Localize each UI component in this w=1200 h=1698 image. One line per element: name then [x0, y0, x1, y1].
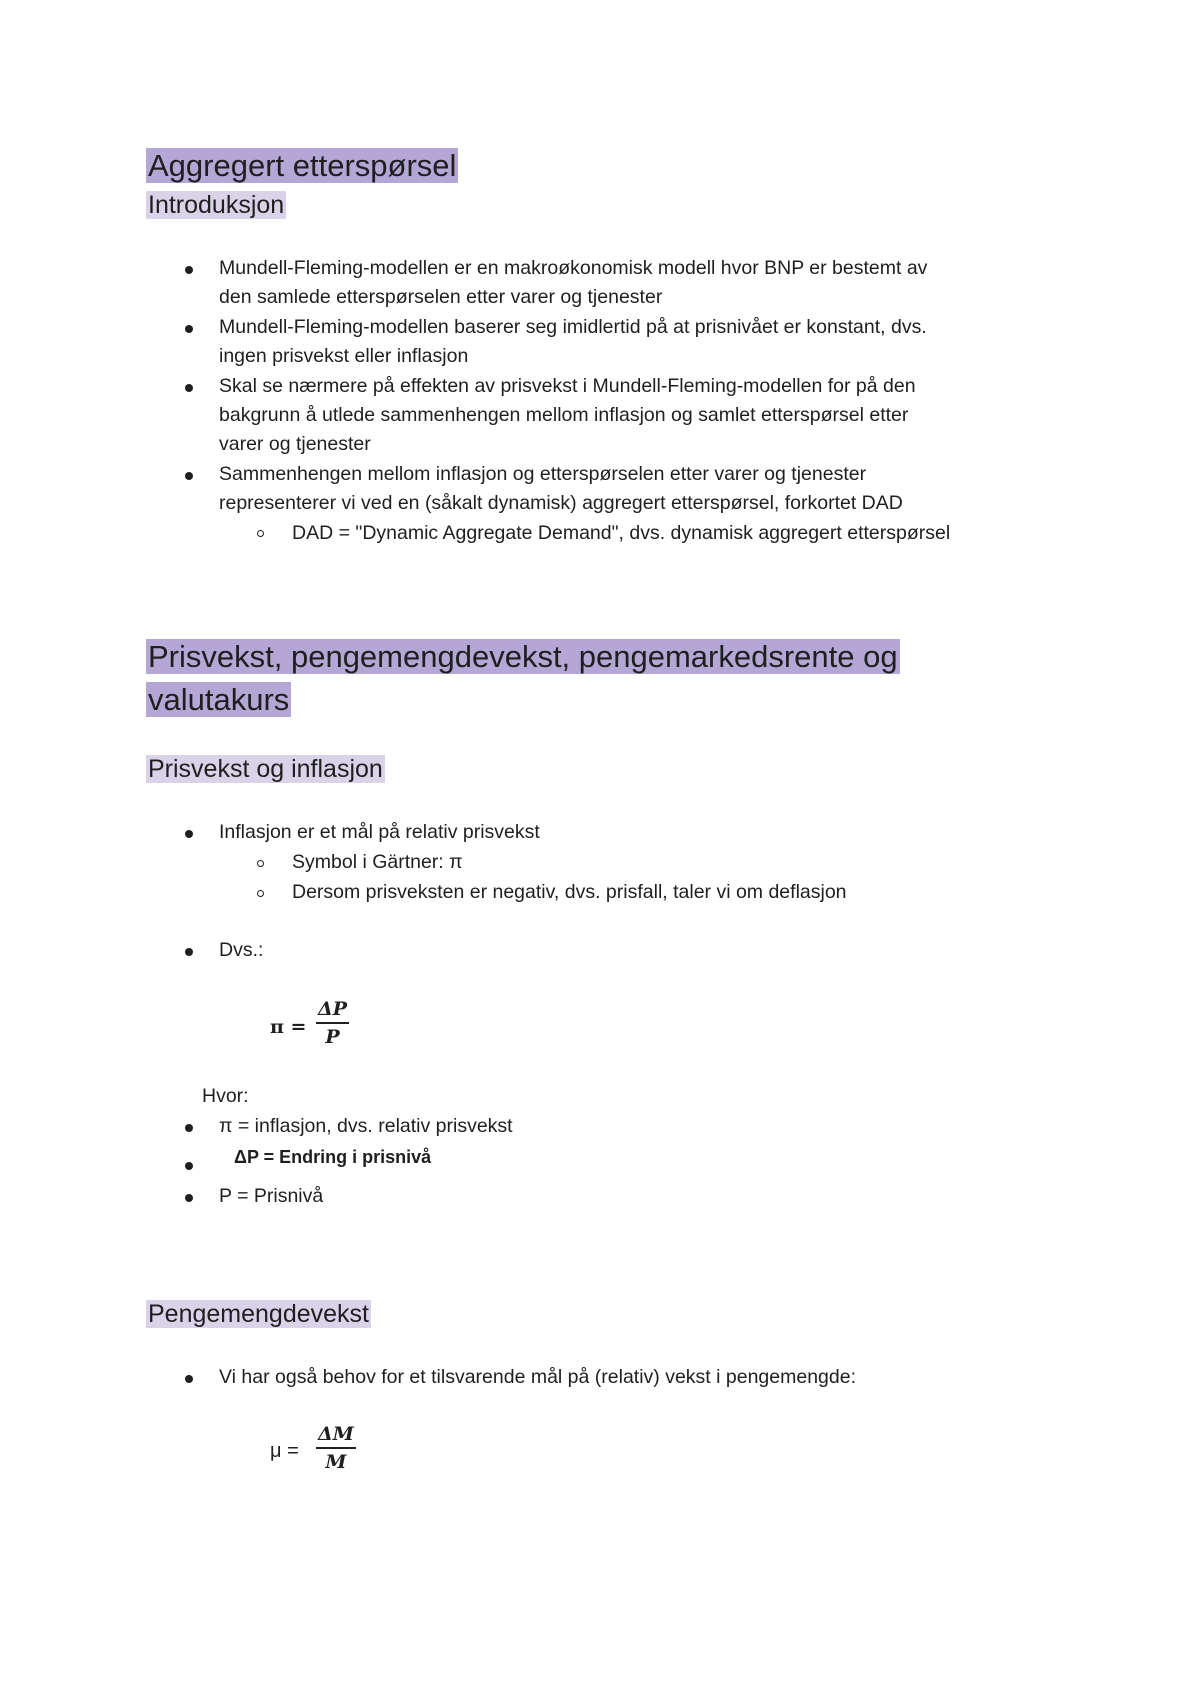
- formula-denominator: P: [325, 1026, 340, 1048]
- list-item-line: Sammenhengen mellom inflasjon og etterspørselen etter varer og tjenester: [219, 463, 867, 485]
- formula-lhs: π =: [270, 1016, 307, 1038]
- list-item: P = Prisnivå: [219, 1185, 324, 1207]
- list-item-delta-p: ΔP = Endring i prisnivå: [234, 1147, 432, 1167]
- list-item-line: bakgrunn å utlede sammenhengen mellom inflasjon og samlet etterspørsel etter: [219, 404, 909, 426]
- heading-text: Prisvekst, pengemengdevekst, pengemarkedsrente og: [148, 639, 898, 674]
- subheading-introduksjon: [146, 188, 286, 222]
- heading-prisvekst-pengemengdevekst: [146, 636, 900, 677]
- formula-fraction: [316, 1423, 356, 1473]
- heading-prisvekst-pengemengdevekst-line2: [146, 679, 291, 720]
- bullet-dot: [185, 1162, 193, 1170]
- sub-bullet-circle: [257, 890, 264, 897]
- list-item-line: representerer vi ved en (såkalt dynamisk) aggregert etterspørsel, forkortet DAD: [219, 492, 903, 514]
- hvor-label: Hvor:: [202, 1085, 249, 1107]
- bullet-dot: [185, 1194, 193, 1202]
- bullet-dot: [185, 325, 193, 333]
- subheading-text: Pengemengdevekst: [148, 1300, 369, 1328]
- heading-text: valutakurs: [148, 682, 290, 717]
- heading-text: Aggregert etterspørsel: [148, 148, 457, 183]
- list-item: [219, 254, 927, 312]
- list-item-line: varer og tjenester: [219, 433, 371, 455]
- bullet-dot: [185, 948, 193, 956]
- sub-list-item: Dersom prisveksten er negativ, dvs. prisfall, taler vi om deflasjon: [292, 881, 847, 903]
- sub-bullet-circle: [257, 530, 264, 537]
- formula-numerator: ΔM: [318, 1423, 354, 1445]
- bullet-dot: [185, 1375, 193, 1383]
- formula-denominator: M: [325, 1451, 347, 1473]
- list-item: Inflasjon er et mål på relativ prisvekst: [219, 821, 540, 843]
- formula-fraction: [316, 998, 349, 1048]
- list-item: Dvs.:: [219, 939, 264, 961]
- sub-bullet-circle: [257, 860, 264, 867]
- list-item: [219, 313, 927, 371]
- list-item: [219, 372, 916, 459]
- bullet-dot: [185, 472, 193, 480]
- sub-list-item: DAD = "Dynamic Aggregate Demand", dvs. dynamisk aggregert etterspørsel: [292, 522, 951, 544]
- bullet-dot: [185, 266, 193, 274]
- subheading-prisvekst-og-inflasjon: [146, 752, 385, 786]
- heading-aggregert-ettersporsel: [146, 145, 458, 186]
- list-item: Vi har også behov for et tilsvarende mål på (relativ) vekst i pengemengde:: [219, 1366, 856, 1388]
- list-item: π = inflasjon, dvs. relativ prisvekst: [219, 1115, 513, 1137]
- bullet-dot: [185, 1124, 193, 1132]
- list-item-line: ingen prisvekst eller inflasjon: [219, 345, 469, 367]
- subheading-pengemengdevekst: [146, 1297, 371, 1331]
- list-item-line: Mundell-Fleming-modellen baserer seg imidlertid på at prisnivået er konstant, dvs.: [219, 316, 927, 338]
- sub-list-item: Symbol i Gärtner: π: [292, 851, 463, 873]
- list-item-line: Mundell-Fleming-modellen er en makroøkonomisk modell hvor BNP er bestemt av: [219, 257, 928, 279]
- list-item-line: den samlede etterspørselen etter varer og tjenester: [219, 286, 663, 308]
- subheading-text: Prisvekst og inflasjon: [148, 755, 383, 783]
- formula-lhs: μ =: [270, 1440, 299, 1462]
- bullet-dot: [185, 830, 193, 838]
- list-item: [219, 460, 903, 518]
- list-item-line: Skal se nærmere på effekten av prisvekst i Mundell-Fleming-modellen for på den: [219, 375, 916, 397]
- formula-numerator: ΔP: [318, 998, 348, 1020]
- subheading-text: Introduksjon: [148, 191, 285, 219]
- bullet-dot: [185, 384, 193, 392]
